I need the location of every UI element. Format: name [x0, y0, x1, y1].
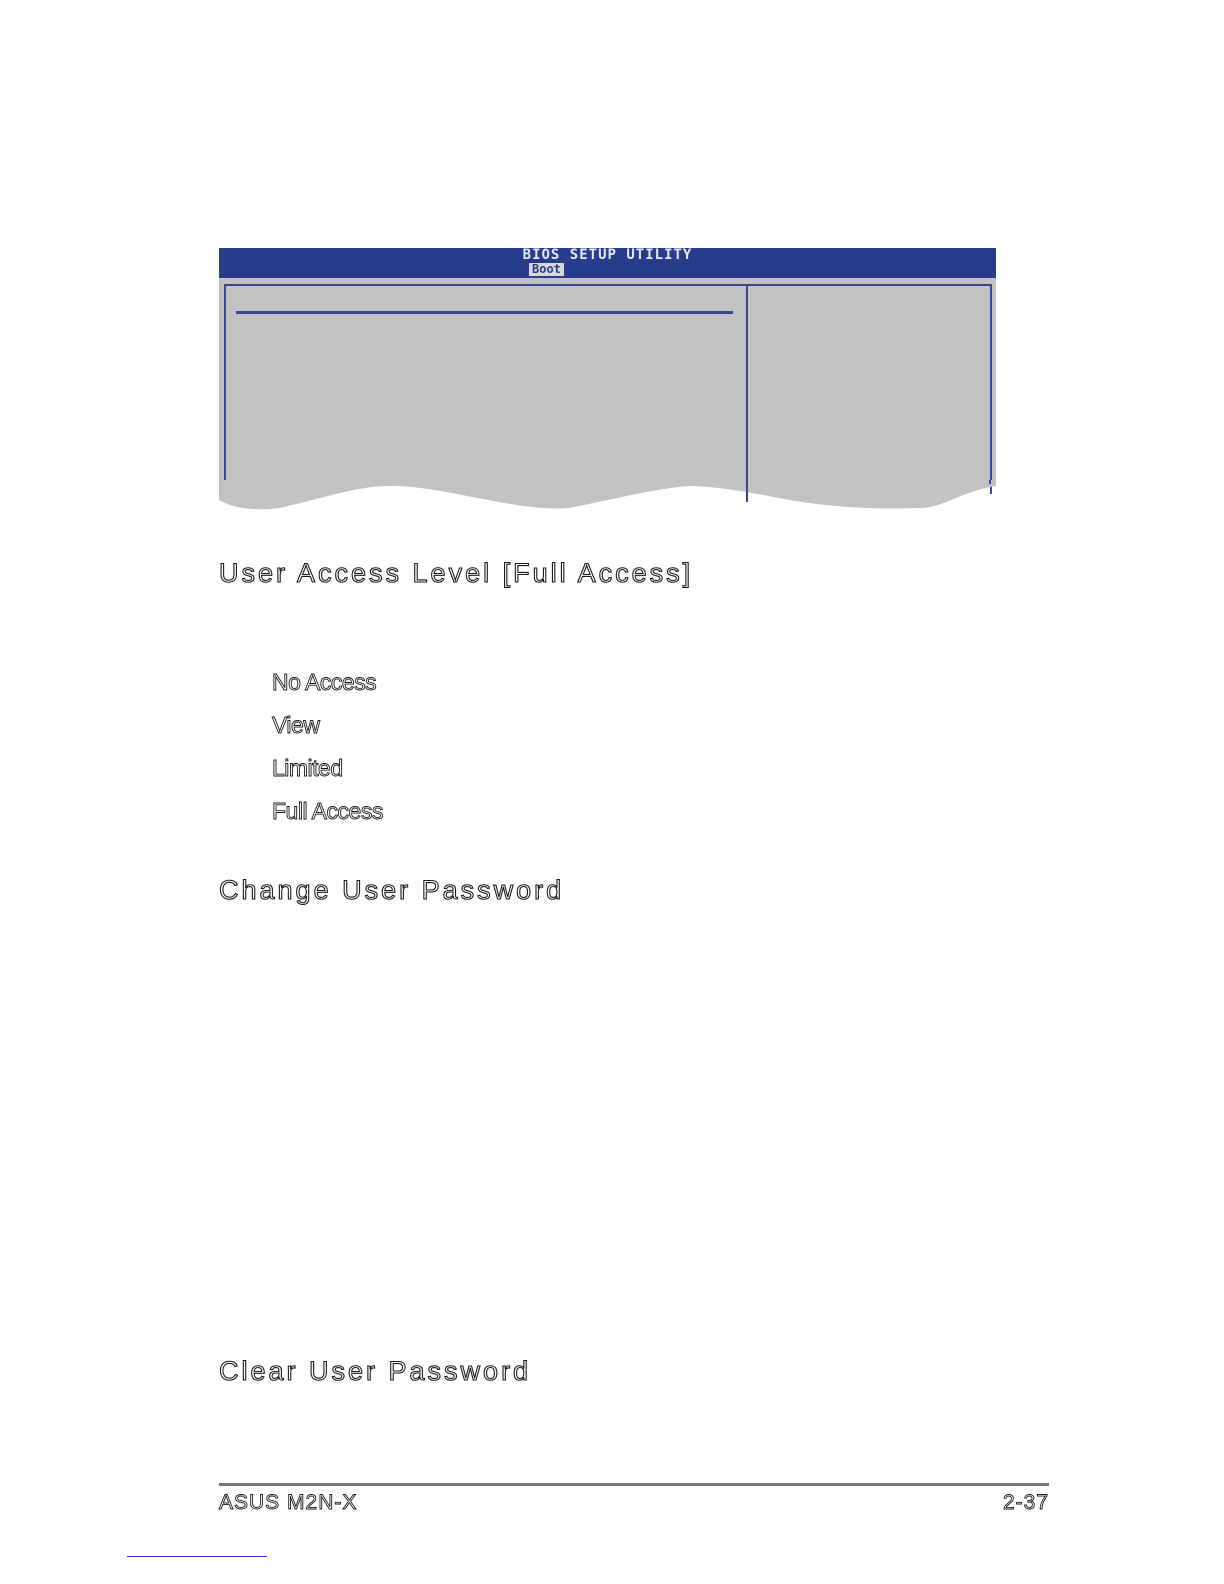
- bios-main-panel: [224, 284, 746, 485]
- bios-screenshot: [219, 248, 996, 513]
- option-limited: Limited: [272, 755, 343, 781]
- footer-product-name: ASUS M2N-X: [219, 1491, 358, 1514]
- bios-divider: [236, 311, 733, 314]
- bottom-link-underline: [127, 1556, 267, 1557]
- heading-clear-user-password: Clear User Password: [219, 1356, 532, 1386]
- bios-title-bar: [219, 248, 996, 278]
- footer-page-number: 2-37: [1002, 1491, 1049, 1514]
- option-full-access: Full Access: [272, 798, 383, 824]
- heading-change-user-password: Change User Password: [219, 875, 565, 905]
- torn-edge: [219, 480, 996, 513]
- option-view: View: [272, 712, 320, 738]
- bios-tab-boot[interactable]: Boot: [529, 263, 564, 276]
- footer-divider: [219, 1483, 1049, 1486]
- bios-body: [219, 278, 996, 485]
- heading-user-access-level: User Access Level [Full Access]: [219, 558, 694, 588]
- bios-help-panel: [746, 284, 992, 494]
- option-no-access: No Access: [272, 669, 377, 695]
- bios-title: BIOS SETUP UTILITY: [522, 247, 693, 263]
